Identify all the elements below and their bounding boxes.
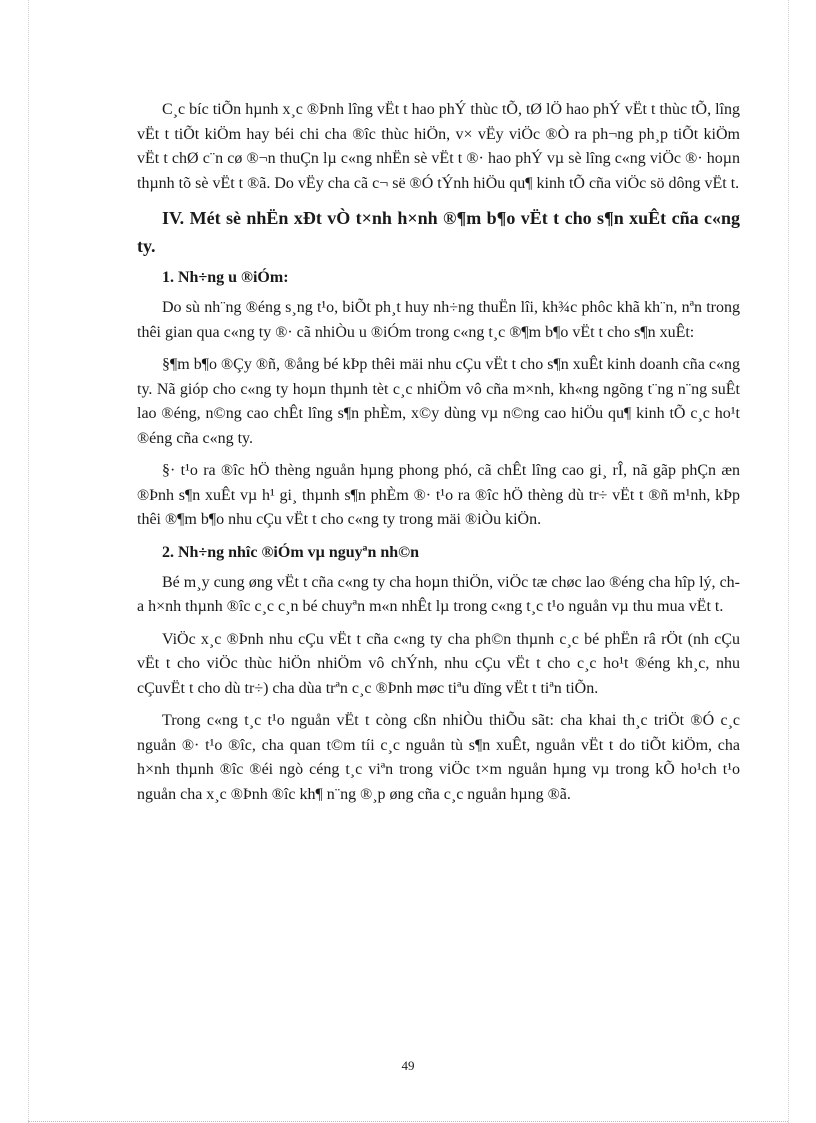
- subheading-disadvantages: 2. Nh÷ng nhîc ®iÓm vµ nguyªn nh©n: [162, 543, 420, 561]
- disadvantage-paragraph-3: Trong c«ng t¸c t¹o nguån vËt t còng cßn nhiÒu thiÕu sãt: cha khai th¸c triÖt ®Ó c¸c nguån ®· t¹o ®îc, cha quan t©m tíi c¸c nguån tù s¶n xuÊt, nguån vËt t do tiÕt kiÖm, cha h×nh thµnh ®îc ®éi ngò céng t¸c viªn trong viÖc t×m nguån hµng vµ trong kÕ ho¹ch t¹o nguån cha x¸c ®Þnh ®îc kh¶ n¨ng ®¸p øng cña c¸c nguån hµng ®ã.: [137, 712, 740, 803]
- bottom-margin-guide: [28, 1121, 788, 1122]
- disadvantage-paragraph-2: ViÖc x¸c ®Þnh nhu cÇu vËt t cña c«ng ty cha ph©n thµnh c¸c bé phËn râ rÖt (nh cÇu vËt t cho viÖc thùc hiÖn nhiÖm vô chÝnh, nhu cÇu vËt t cho c¸c ho¹t ®éng kh¸c, nhu cÇuvËt t cho dù tr÷) cha dùa trªn c¸c ®Þnh møc tiªu dïng vËt t tiªn tiÕn.: [137, 630, 740, 697]
- left-margin-guide: [28, 0, 29, 1123]
- right-margin-guide: [788, 0, 789, 1123]
- intro-paragraph: C¸c bíc tiÕn hµnh x¸c ®Þnh lîng vËt t hao phÝ thùc tÕ, tØ lÖ hao phÝ vËt t thùc tÕ, lîng vËt t tiÕt kiÖm hay béi chi cha ®îc thùc hiÖn, v× vËy viÖc ®Ò ra ph¬ng ph¸p tiÕt kiÖm vËt t chØ c¨n cø ®¬n thuÇn lµ c«ng nhËn sè vËt t ®· hao phÝ vµ sè lîng c«ng viÖc ®· hoµn thµnh tõ sè vËt t ®ã. Do vËy cha cã c¬ së ®Ó tÝnh hiÖu qu¶ kinh tÕ cña viÖc sö dông vËt t.: [137, 101, 740, 192]
- advantage-paragraph-1: §¶m b¶o ®Çy ®ñ, ®ång bé kÞp thêi mäi nhu cÇu vËt t cho s¶n xuÊt kinh doanh cña c«ng ty. Nã gióp cho c«ng ty hoµn thµnh tèt c¸c nhiÖm vô cña m×nh, kh«ng ngõng t¨ng n¨ng suÊt lao ®éng, n©ng cao chÊt lîng s¶n phÈm, x©y dùng vµ n©ng cao hiÖu qu¶ kinh tÕ c¸c ho¹t ®éng cña c«ng ty.: [137, 356, 740, 447]
- page-number: 49: [401, 1058, 415, 1073]
- disadvantage-paragraph-1: Bé m¸y cung øng vËt t cña c«ng ty cha hoµn thiÖn, viÖc tæ chøc lao ®éng cha hîp lý, cha h×nh thµnh ®îc c¸c c¸n bé chuyªn m«n nhÊt lµ trong c«ng t¸c t¹o nguån vµ thu mua vËt t.: [137, 573, 740, 615]
- advantage-paragraph-2: §· t¹o ra ®îc hÖ thèng nguån hµng phong phó, cã chÊt lîng cao gi¸ rÎ, nã gãp phÇn æn ®Þnh s¶n xuÊt vµ h¹ gi¸ thµnh s¶n phÈm ®· t¹o ra ®îc hÖ thèng dù tr÷ vËt t ®ñ m¹nh, kÞp thêi ®¶m b¶o nhu cÇu vËt t cho c«ng ty trong mäi ®iÒu kiÖn.: [137, 462, 740, 528]
- section-heading-iv: IV. Mét sè nhËn xÐt vÒ t×nh h×nh ®¶m b¶o vËt t cho s¶n xuÊt cña c«ng ty.: [137, 208, 740, 256]
- subheading-advantages: 1. Nh÷ng u ®iÓm:: [162, 269, 289, 286]
- advantages-intro-paragraph: Do sù nh¨ng ®éng s¸ng t¹o, biÕt ph¸t huy nh÷ng thuËn lîi, kh¾c phôc khã kh¨n, nªn trong thêi gian qua c«ng ty ®· cã nhiÒu u ®iÓm trong c«ng t¸c ®¶m b¶o vËt t cho s¶n xuÊt:: [137, 299, 740, 341]
- page-body: [137, 98, 740, 815]
